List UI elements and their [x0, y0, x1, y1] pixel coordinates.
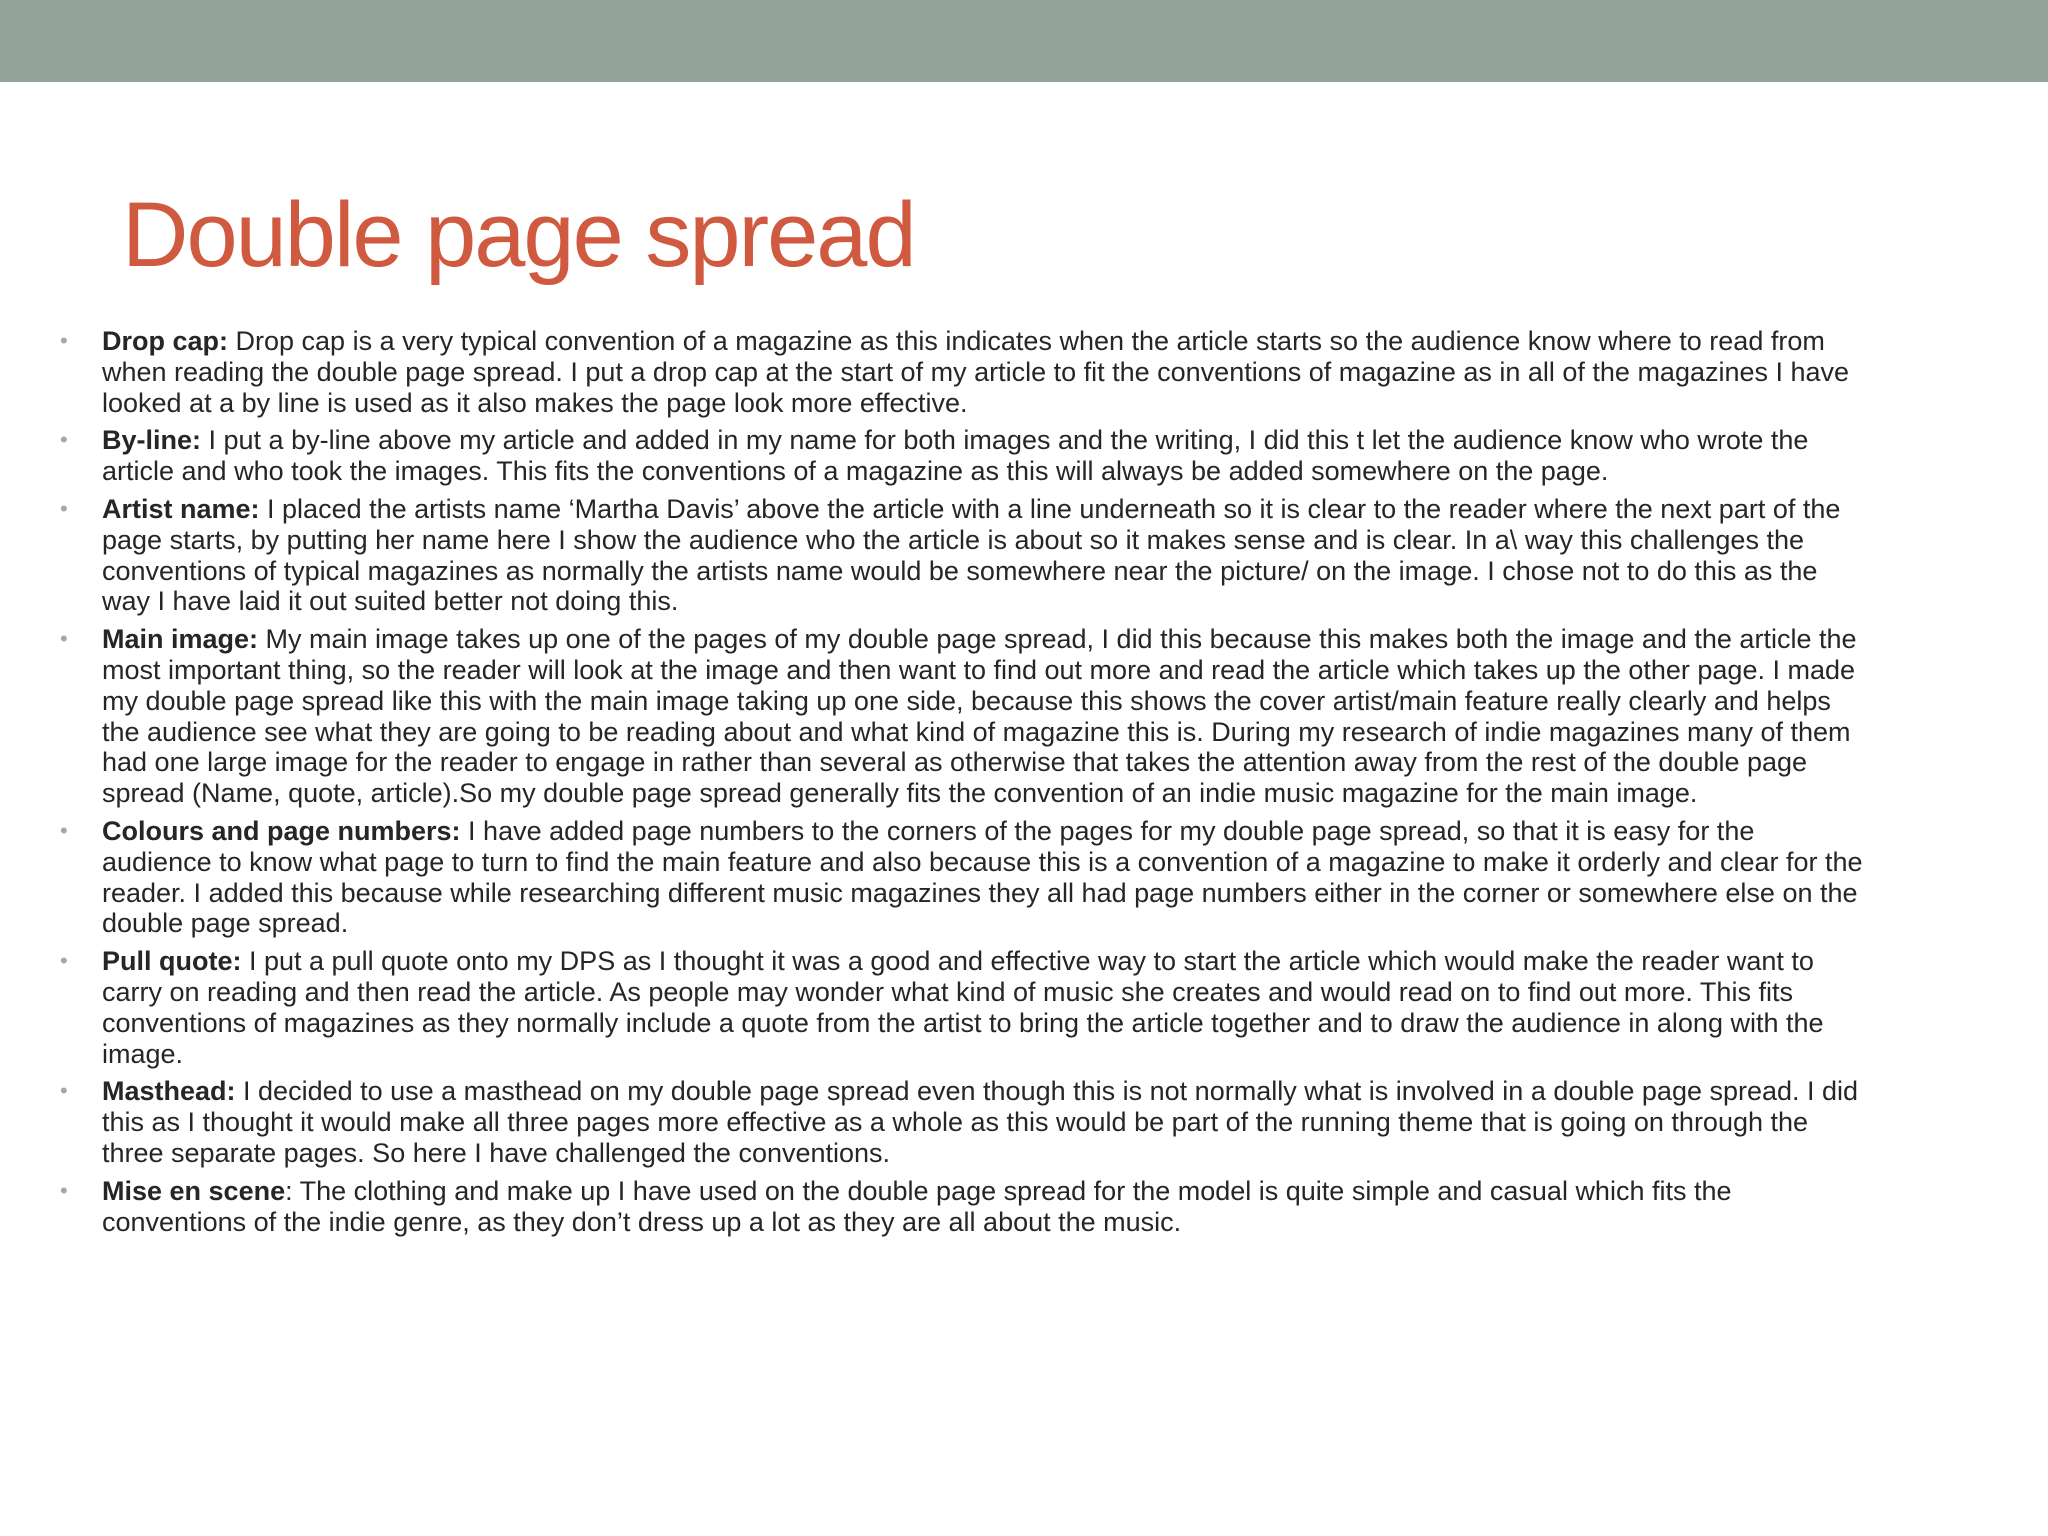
bullet-term: By-line: — [102, 425, 202, 456]
bullet-text: : The clothing and make up I have used on the double page spread for the model is quite simple and casual which fits the conventions of the indie genre, as they don’t dress up a lot as they are all about the music. — [102, 1175, 1732, 1237]
header-band — [0, 0, 2048, 82]
bullet-term: Artist name: — [102, 493, 260, 524]
bullet-term: Mise en scene — [102, 1175, 286, 1206]
bullet-text: I have added page numbers to the corners of the pages for my double page spread, so that it is easy for the audience to know what page to turn to find the main feature and also because this is a convention of a magazine to make it orderly and clear for the reader. I added this because while researching different music magazines they all had page numbers either in the corner or somewhere else on the double page spread. — [102, 815, 1863, 939]
bullet-term: Drop cap: — [102, 326, 229, 356]
bullet-item-colours-and-page-numbers — [60, 816, 1870, 939]
bullet-text: I decided to use a masthead on my double page spread even though this is not normally what is involved in a double page spread. I did this as I thought it would make all three pages more effective as a whole as this would be part of the running theme that is going on through the three separate pages. So here I have challenged the conventions. — [102, 1076, 1859, 1168]
bullet-icon: • — [60, 328, 68, 353]
bullet-icon: • — [60, 626, 68, 652]
bullet-item-by-line — [60, 425, 1870, 487]
bullet-item-drop-cap — [60, 326, 1870, 418]
bullet-text: I put a pull quote onto my DPS as I thought it was a good and effective way to start the article which would make the reader want to carry on reading and then read the article. As people may wonder what kind of music she creates and would read on to find out more. This fits conventions of magazines as they normally include a quote from the artist to bring the article together and to draw the audience in along with the image. — [102, 946, 1824, 1069]
bullet-text: I placed the artists name ‘Martha Davis’ above the article with a line underneath so it is clear to the reader where the next part of the page starts, by putting her name here I show the audience who the article is about so it makes sense and is clear. In a\ way this challenges the conventions of typical magazines as normally the artists name would be somewhere near the picture/ on the image. I chose not to do this as the way I have laid it out suited better not doing this. — [102, 493, 1841, 617]
bullet-list — [60, 326, 1870, 1244]
bullet-term: Main image: — [102, 624, 259, 655]
bullet-term: Pull quote: — [102, 946, 242, 977]
bullet-text: I put a by-line above my article and added in my name for both images and the writing, I did this t let the audience know who wrote the article and who took the images. This fits the conventions of a magazine as this will always be added somewhere on the page. — [102, 425, 1809, 487]
bullet-icon: • — [60, 427, 68, 453]
bullet-item-pull-quote — [60, 946, 1870, 1069]
bullet-item-masthead — [60, 1076, 1870, 1168]
bullet-term: Masthead: — [102, 1076, 236, 1107]
bullet-icon: • — [60, 1177, 68, 1203]
slide-title: Double page spread — [122, 184, 915, 286]
bullet-text: My main image takes up one of the pages of my double page spread, I did this because this makes both the image and the article the most important thing, so the reader will look at the image and then want to find out more and read the article which takes up the other page. I made my double page spread like this with the main image taking up one side, because this shows the cover artist/main feature really clearly and helps the audience see what they are going to be reading about and what kind of magazine this is. During my research of indie magazines many of them had one large image for the reader to engage in rather than several as otherwise that takes the attention away from the rest of the double page spread (Name, quote, article).So my double page spread generally fits the convention of an indie music magazine for the main image. — [102, 624, 1857, 809]
bullet-icon: • — [60, 948, 68, 974]
bullet-item-main-image — [60, 624, 1870, 809]
bullet-term: Colours and page numbers: — [102, 815, 461, 846]
bullet-icon: • — [60, 817, 68, 843]
bullet-item-mise-en-scene — [60, 1176, 1870, 1238]
bullet-icon: • — [60, 495, 68, 521]
bullet-icon: • — [60, 1078, 68, 1104]
bullet-text: Drop cap is a very typical convention of a magazine as this indicates when the article starts so the audience know where to read from when reading the double page spread. I put a drop cap at the start of my article to fit the conventions of magazine as in all of the magazines I have looked at a by line is used as it also makes the page look more effective. — [102, 326, 1850, 418]
bullet-item-artist-name — [60, 494, 1870, 617]
